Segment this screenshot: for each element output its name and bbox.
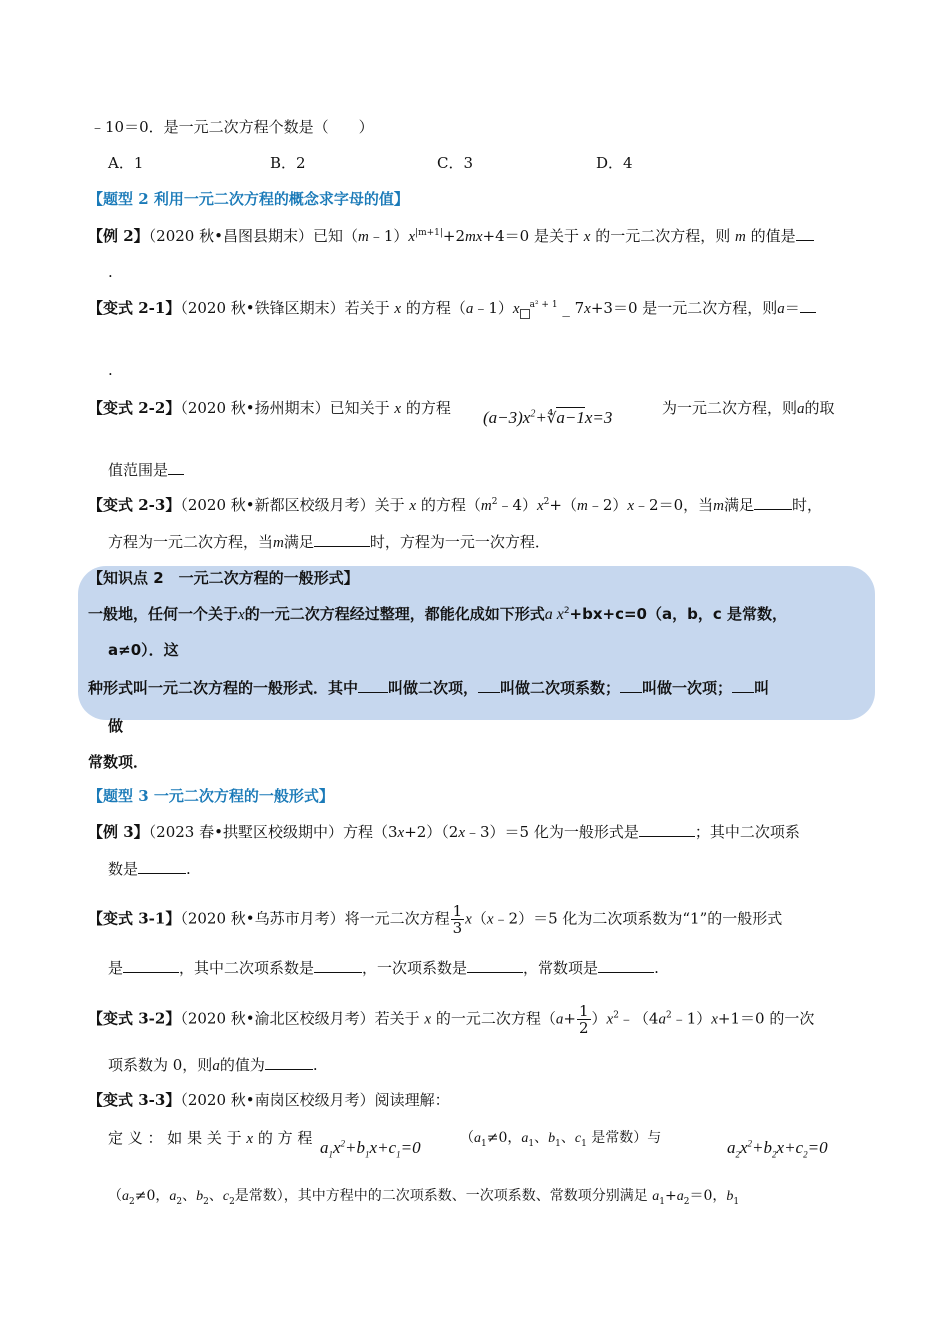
equation-2: $a_2x^2+b_2x+c_2=0$	[727, 1138, 828, 1160]
variant-2-2	[88, 398, 451, 419]
text: 的值是	[750, 227, 796, 245]
answer-blank[interactable]	[732, 678, 754, 693]
example-2	[88, 226, 814, 247]
fraction-one-third	[451, 903, 465, 936]
section-title-type3: 【题型 3 一元二次方程的一般形式】	[88, 787, 334, 805]
variant-source: （2020 秋•扬州期末）已知关于	[180, 399, 390, 417]
eq-part: +	[535, 408, 547, 427]
var-x: x	[394, 401, 402, 417]
text: ﹣2＝0，当	[634, 496, 714, 514]
text: +2	[442, 227, 466, 245]
variant-tag: 【变式 2-2】	[88, 399, 181, 417]
text: 的取	[804, 399, 835, 417]
answer-blank[interactable]	[620, 678, 642, 693]
text: 是	[108, 959, 124, 977]
numerator: 1	[578, 1002, 589, 1020]
text: 时，	[792, 496, 823, 514]
var-x: x	[711, 1011, 718, 1028]
text: ，常数项是	[523, 959, 599, 977]
var-x: x	[486, 911, 494, 928]
text: ；其中二次项系	[694, 823, 800, 841]
variant-2-1-period: .	[108, 361, 113, 379]
text: 方程为一元二次方程，当	[108, 533, 274, 551]
text: 的方程（	[405, 299, 466, 317]
text: 的 方 程	[257, 1129, 313, 1147]
variant-tag: 【变式 2-3】	[88, 496, 181, 514]
var-a: a	[658, 1011, 666, 1028]
text: ≠0，	[486, 1130, 522, 1146]
text: 满足	[723, 496, 754, 514]
var-mx: mx	[465, 229, 483, 245]
text: ﹣1）	[368, 227, 409, 245]
text: 值范围是	[108, 461, 169, 479]
variant-3-3-definition	[108, 1128, 312, 1149]
var-x: x	[394, 301, 402, 317]
text: ﹣1）	[473, 299, 513, 317]
option-d: D．4	[596, 154, 633, 172]
var-a: a	[212, 1058, 220, 1074]
var-x: x	[606, 1011, 614, 1028]
example-2-period: .	[108, 263, 113, 281]
text: +1＝0 的一次	[717, 1009, 815, 1028]
variant-source: （2020 秋•乌苏市月考）将一元二次方程	[180, 909, 450, 928]
text: ﹣3）＝5 化为一般形式是	[465, 823, 639, 841]
answer-blank[interactable]	[754, 495, 792, 510]
exponent: a² + 1	[529, 300, 558, 310]
text: 叫做二次项系数；	[500, 679, 621, 697]
answer-blank[interactable]	[168, 460, 184, 475]
example-source: （2023 春•拱墅区校级期中）方程（3	[148, 823, 398, 841]
var-x: x	[458, 825, 466, 841]
example-tag: 【例 3】	[88, 823, 149, 841]
answer-blank[interactable]	[598, 958, 654, 973]
option-a: A．1	[108, 154, 144, 172]
text: 项系数为 0，则	[108, 1056, 213, 1074]
text: ﹣2）＝5 化为二次项系数为“1”的一般形式	[493, 909, 783, 928]
text: 、	[560, 1130, 575, 1146]
option-c: C．3	[437, 154, 474, 172]
text: +4＝0 是关于	[482, 227, 579, 245]
var-a: a	[777, 301, 785, 317]
variant-2-2-tail	[662, 398, 835, 419]
var-a: a	[797, 401, 805, 417]
answer-blank[interactable]	[314, 958, 362, 973]
variant-tag: 【变式 3-1】	[88, 909, 181, 928]
text: 叫	[754, 679, 770, 697]
example-3	[88, 822, 800, 843]
text: 叫做二次项，	[388, 679, 479, 697]
knowledge-point-line2: a≠0）．这	[108, 641, 179, 659]
text: 的方程	[405, 399, 451, 417]
section-title-type2: 【题型 2 利用一元二次方程的概念求字母的值】	[88, 190, 409, 208]
variant-3-2-line2	[108, 1055, 318, 1076]
text: 满足	[283, 533, 314, 551]
variant-3-1	[88, 903, 782, 936]
text: 的一元二次方程，则	[595, 227, 731, 245]
knowledge-point-line5: 常数项．	[88, 753, 149, 771]
text: 的一元二次方程（	[435, 1009, 556, 1028]
text: 是常数），其中方程中的二次项系数、一次项系数、常数项分别满足	[234, 1188, 648, 1204]
exponent: |m+1|	[415, 228, 443, 238]
text: .	[312, 1056, 318, 1074]
text: ，其中二次项系数是	[179, 959, 315, 977]
text: +	[563, 1009, 576, 1028]
var-m: m	[713, 498, 724, 514]
var-x: x	[409, 498, 417, 514]
var-m: m	[480, 498, 492, 514]
var-m: m	[357, 229, 369, 245]
variant-source: （2020 秋•铁锋区期末）若关于	[180, 299, 390, 317]
text: .	[186, 860, 191, 878]
answer-blank[interactable]	[800, 298, 816, 313]
knowledge-point-title: 【知识点 2 一元二次方程的一般形式】	[88, 569, 359, 587]
var-a: a	[465, 301, 474, 317]
variant-2-3: 【变式 2-3】（2020 秋•新都区校级月考）关于 x 的方程$(m^2﹣4)x^2+(m﹣2)x﹣2=0$，当m满足 时，	[88, 496, 823, 514]
text: 7	[574, 299, 585, 317]
text: ）	[591, 1009, 607, 1028]
equation-2-2: $(a-3)x^2+∜a-1x=3$	[483, 408, 613, 427]
variant-tag: 【变式 3-3】	[88, 1091, 181, 1109]
variant-3-2: 【变式 3-2】（2020 秋•渝北区校级月考）若关于 x 的一元二次方程（a+ $\frac{1}{2}$ ）$x^2﹣(4a^2﹣1)x+1=0$ 的一次	[88, 1002, 815, 1037]
numerator: 1	[452, 902, 463, 920]
text: 叫做一次项；	[642, 679, 733, 697]
minus-sign: _	[562, 299, 570, 317]
answer-blank[interactable]	[138, 859, 186, 874]
answer-blank[interactable]	[358, 678, 388, 693]
denominator: 3	[452, 919, 463, 937]
eq-radicand: a−1	[556, 408, 585, 427]
answer-blank[interactable]	[265, 1055, 313, 1070]
variant-source: （2020 秋•新都区校级月考）关于	[180, 496, 405, 514]
variant-2-1	[88, 298, 816, 319]
text: 种形式叫一元二次方程的一般形式．其中	[88, 679, 359, 697]
text: ﹣1）	[671, 1009, 712, 1028]
var-x: x	[512, 301, 520, 317]
variant-2-2-line2	[108, 460, 184, 480]
knowledge-point-line3	[88, 678, 769, 698]
missing-glyph-box	[520, 309, 530, 319]
example-3-line2	[108, 859, 191, 879]
answer-blank[interactable]	[478, 678, 500, 693]
var-x: x	[537, 498, 544, 514]
text: （	[471, 909, 487, 928]
text: +bx+c=0（a，b，c 是常数，	[569, 605, 787, 623]
text: 的方程（	[420, 496, 481, 514]
text: ，一次项系数是	[362, 959, 468, 977]
variant-3-1-line2	[108, 958, 659, 978]
text: 时，方程为一元一次方程．	[369, 533, 550, 551]
question-stem-tail: ﹣10＝0．是一元二次方程个数是（ ）	[90, 118, 374, 136]
fraction-one-half	[577, 1003, 591, 1036]
var-a: a	[555, 1011, 564, 1028]
example-source: （2020 秋•昌图县期末）已知（	[148, 227, 358, 245]
answer-blank[interactable]	[467, 958, 523, 973]
var-ax: a x	[544, 606, 564, 623]
answer-blank[interactable]	[314, 532, 370, 547]
text: +3＝0 是一元二次方程，则	[590, 299, 778, 317]
variant-tag: 【变式 3-2】	[88, 1009, 181, 1028]
variant-2-3-line2	[108, 532, 550, 553]
eq-part: (a−3)x	[483, 408, 531, 427]
text: 的一元二次方程经过整理，都能化成如下形式	[244, 605, 545, 623]
text: 的值为	[219, 1056, 265, 1074]
var-m: m	[576, 498, 588, 514]
text: 一般地，任何一个关于	[88, 605, 239, 623]
text: +（	[549, 496, 577, 514]
text: ﹣2）	[587, 496, 628, 514]
eq-part: x=3	[584, 408, 613, 427]
knowledge-point-line4: 做	[108, 717, 124, 735]
text: ﹣（4	[618, 1009, 659, 1028]
option-b: B．2	[270, 154, 306, 172]
variant-source: （2020 秋•南岗区校级月考）阅读理解：	[180, 1091, 450, 1109]
text: +2）（2	[404, 823, 459, 841]
var-m: m	[273, 535, 284, 551]
text: ＝	[784, 299, 800, 317]
variant-3-3-line3: （$a_2\ne 0$，$a_2$、$b_2$、$c_2$是常数），其中方程中的二次项系数、一次项系数、常数项分别满足 $a_1+a_2=0$，$b_1$	[108, 1188, 740, 1207]
text: 定 义 ： 如 果 关 于	[108, 1129, 242, 1147]
var-m: m	[735, 229, 746, 245]
text: ≠0，	[134, 1188, 170, 1204]
var-x: x	[424, 1011, 432, 1028]
text: +	[664, 1188, 677, 1204]
equation-1: $a_1x^2+b_1x+c_1=0$	[320, 1138, 421, 1160]
variant-tag: 【变式 2-1】	[88, 299, 181, 317]
text: 、	[534, 1130, 549, 1146]
knowledge-point-line1: 一般地，任何一个关于x的一元二次方程经过整理，都能化成如下形式a $x^2+bx+c=0(a$，b，c 是常数，	[88, 605, 787, 623]
var-x: x	[246, 1131, 254, 1147]
answer-blank[interactable]	[639, 822, 695, 837]
var-x: x	[397, 825, 405, 841]
text: （	[460, 1130, 474, 1146]
text: （	[108, 1188, 122, 1204]
denominator: 2	[578, 1019, 589, 1037]
answer-blank[interactable]	[123, 958, 179, 973]
answer-blank[interactable]	[796, 226, 814, 241]
var-x: x	[238, 607, 245, 623]
variant-3-3	[88, 1090, 450, 1110]
text: 是常数）与	[591, 1130, 662, 1146]
text: ＝0，	[689, 1188, 727, 1204]
var-x: x	[627, 498, 635, 514]
text: 数是	[108, 860, 139, 878]
example-tag: 【例 2】	[88, 227, 149, 245]
var-x: x	[584, 301, 591, 317]
condition-1: （$a_1\ne 0$，$a_1$、$b_1$、$c_1$ 是常数）与	[460, 1130, 662, 1149]
text: 为一元二次方程，则	[662, 399, 798, 417]
var-x: x	[408, 229, 416, 245]
text: .	[654, 959, 659, 977]
variant-source: （2020 秋•渝北区校级月考）若关于	[180, 1009, 420, 1028]
var-x: x	[465, 911, 472, 928]
var-x: x	[583, 229, 591, 245]
text: ﹣4）	[497, 496, 537, 514]
